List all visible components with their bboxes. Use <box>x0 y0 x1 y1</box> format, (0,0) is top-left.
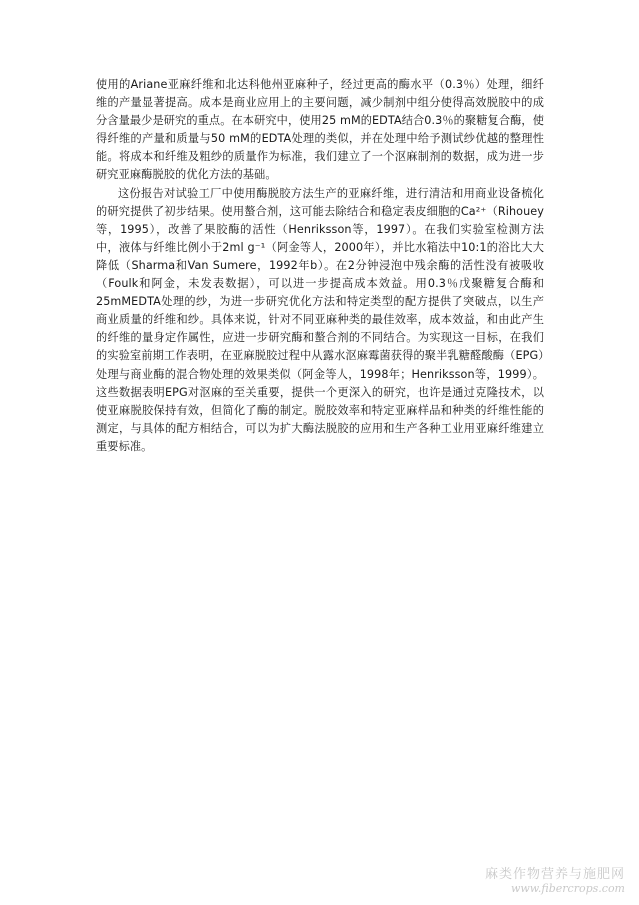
text-line: 量最少是研究的重点。在本研究中，使用25 mM的EDTA结合0.3％的聚糖复合酶，使得纤维 <box>96 114 545 146</box>
text-line: 步研究优化方法和特定类型的配方提供了突破点，以生产商业质量的纤维和纱。具体来说， <box>96 295 544 327</box>
text-line: 表数据），可以进一步提高成本效益。用0.3％戊聚糖复合酶和25mMEDTA处理的纱，为进一 <box>96 277 544 309</box>
body-text <box>96 76 544 456</box>
text-line: 的产量和质量与50 mM的EDTA处理的类似，并在处理中给予测试纱优越的整理性能。将成 <box>96 132 544 164</box>
paragraph <box>96 76 544 185</box>
text-line: 研究提供了初步结果。使用螯合剂，这可能去除结合和稳定表皮细胞的Ca²⁺（Rihouey等， <box>96 204 544 236</box>
text-line: （阿金等人，1998年；Henriksson等，1999）。这些数据表明EPG对沤麻的至关重要，提供 <box>96 367 544 399</box>
text-line: 程中从露水沤麻霉菌获得的聚半乳糖醛酸酶（EPG）处理与商业酶的混合物处理的效果类似 <box>96 349 544 381</box>
watermark-site-name: 麻类作物营养与施肥网 <box>484 867 625 882</box>
text-line: 胶的应用和生产各种工业用亚麻纤维建立重要标准。 <box>96 421 544 453</box>
paragraph <box>96 185 544 456</box>
watermark-url: www.fibercrops.com <box>510 882 625 895</box>
text-line: 这份报告对试验工厂中使用酶脱胶方法生产的亚麻纤维，进行清洁和用商业设备梳化的 <box>96 186 544 218</box>
watermark <box>485 863 625 895</box>
text-line: 胶效率和特定亚麻样品和种类的纤维性能的测定，与具体的配方相结合，可以为扩大酶法脱 <box>96 403 544 435</box>
text-line: 脱胶的优化方法的基础。 <box>152 168 277 182</box>
text-line: 使用的Ariane亚麻纤维和北达科他州亚麻种子，经过更高的酶水平（0.3％）处理，细纤维 <box>96 78 544 110</box>
text-line: 1995），改善了果胶酶的活性（Henriksson等，1997）。在我们实验室检测方法中，液体与 <box>96 222 544 254</box>
text-line: 和Van Sumere，1992年b）。在2分钟浸泡中残余酶的活性没有被吸收（Foulk和阿金，未发 <box>96 258 544 291</box>
text-line: 本和纤维及粗纱的质量作为标准，我们建立了一个沤麻制剂的数据，成为进一步研究亚麻酶 <box>96 150 544 182</box>
text-line: 究酶和螯合剂的不同结合。为实现这一目标，在我们的实验室前期工作表明，在亚麻脱胶过 <box>96 331 544 363</box>
text-line: 的产量显著提高。成本是商业应用上的主要问题，减少制剂中组分使得高效脱胶中的成分含 <box>96 96 544 128</box>
text-line: 针对不同亚麻种类的最佳效率，成本效益，和由此产生的纤维的量身定作属性，应进一步研 <box>96 313 544 345</box>
text-line: 纤维比例小于2ml g⁻¹（阿金等人，2000年），并比水箱法中10:1的浴比大大降低（Sharma <box>96 240 544 272</box>
text-line: 一个更深入的研究，也许是通过克隆技术，以使亚麻脱胶保持有效，但简化了酶的制定。脱 <box>96 385 544 417</box>
